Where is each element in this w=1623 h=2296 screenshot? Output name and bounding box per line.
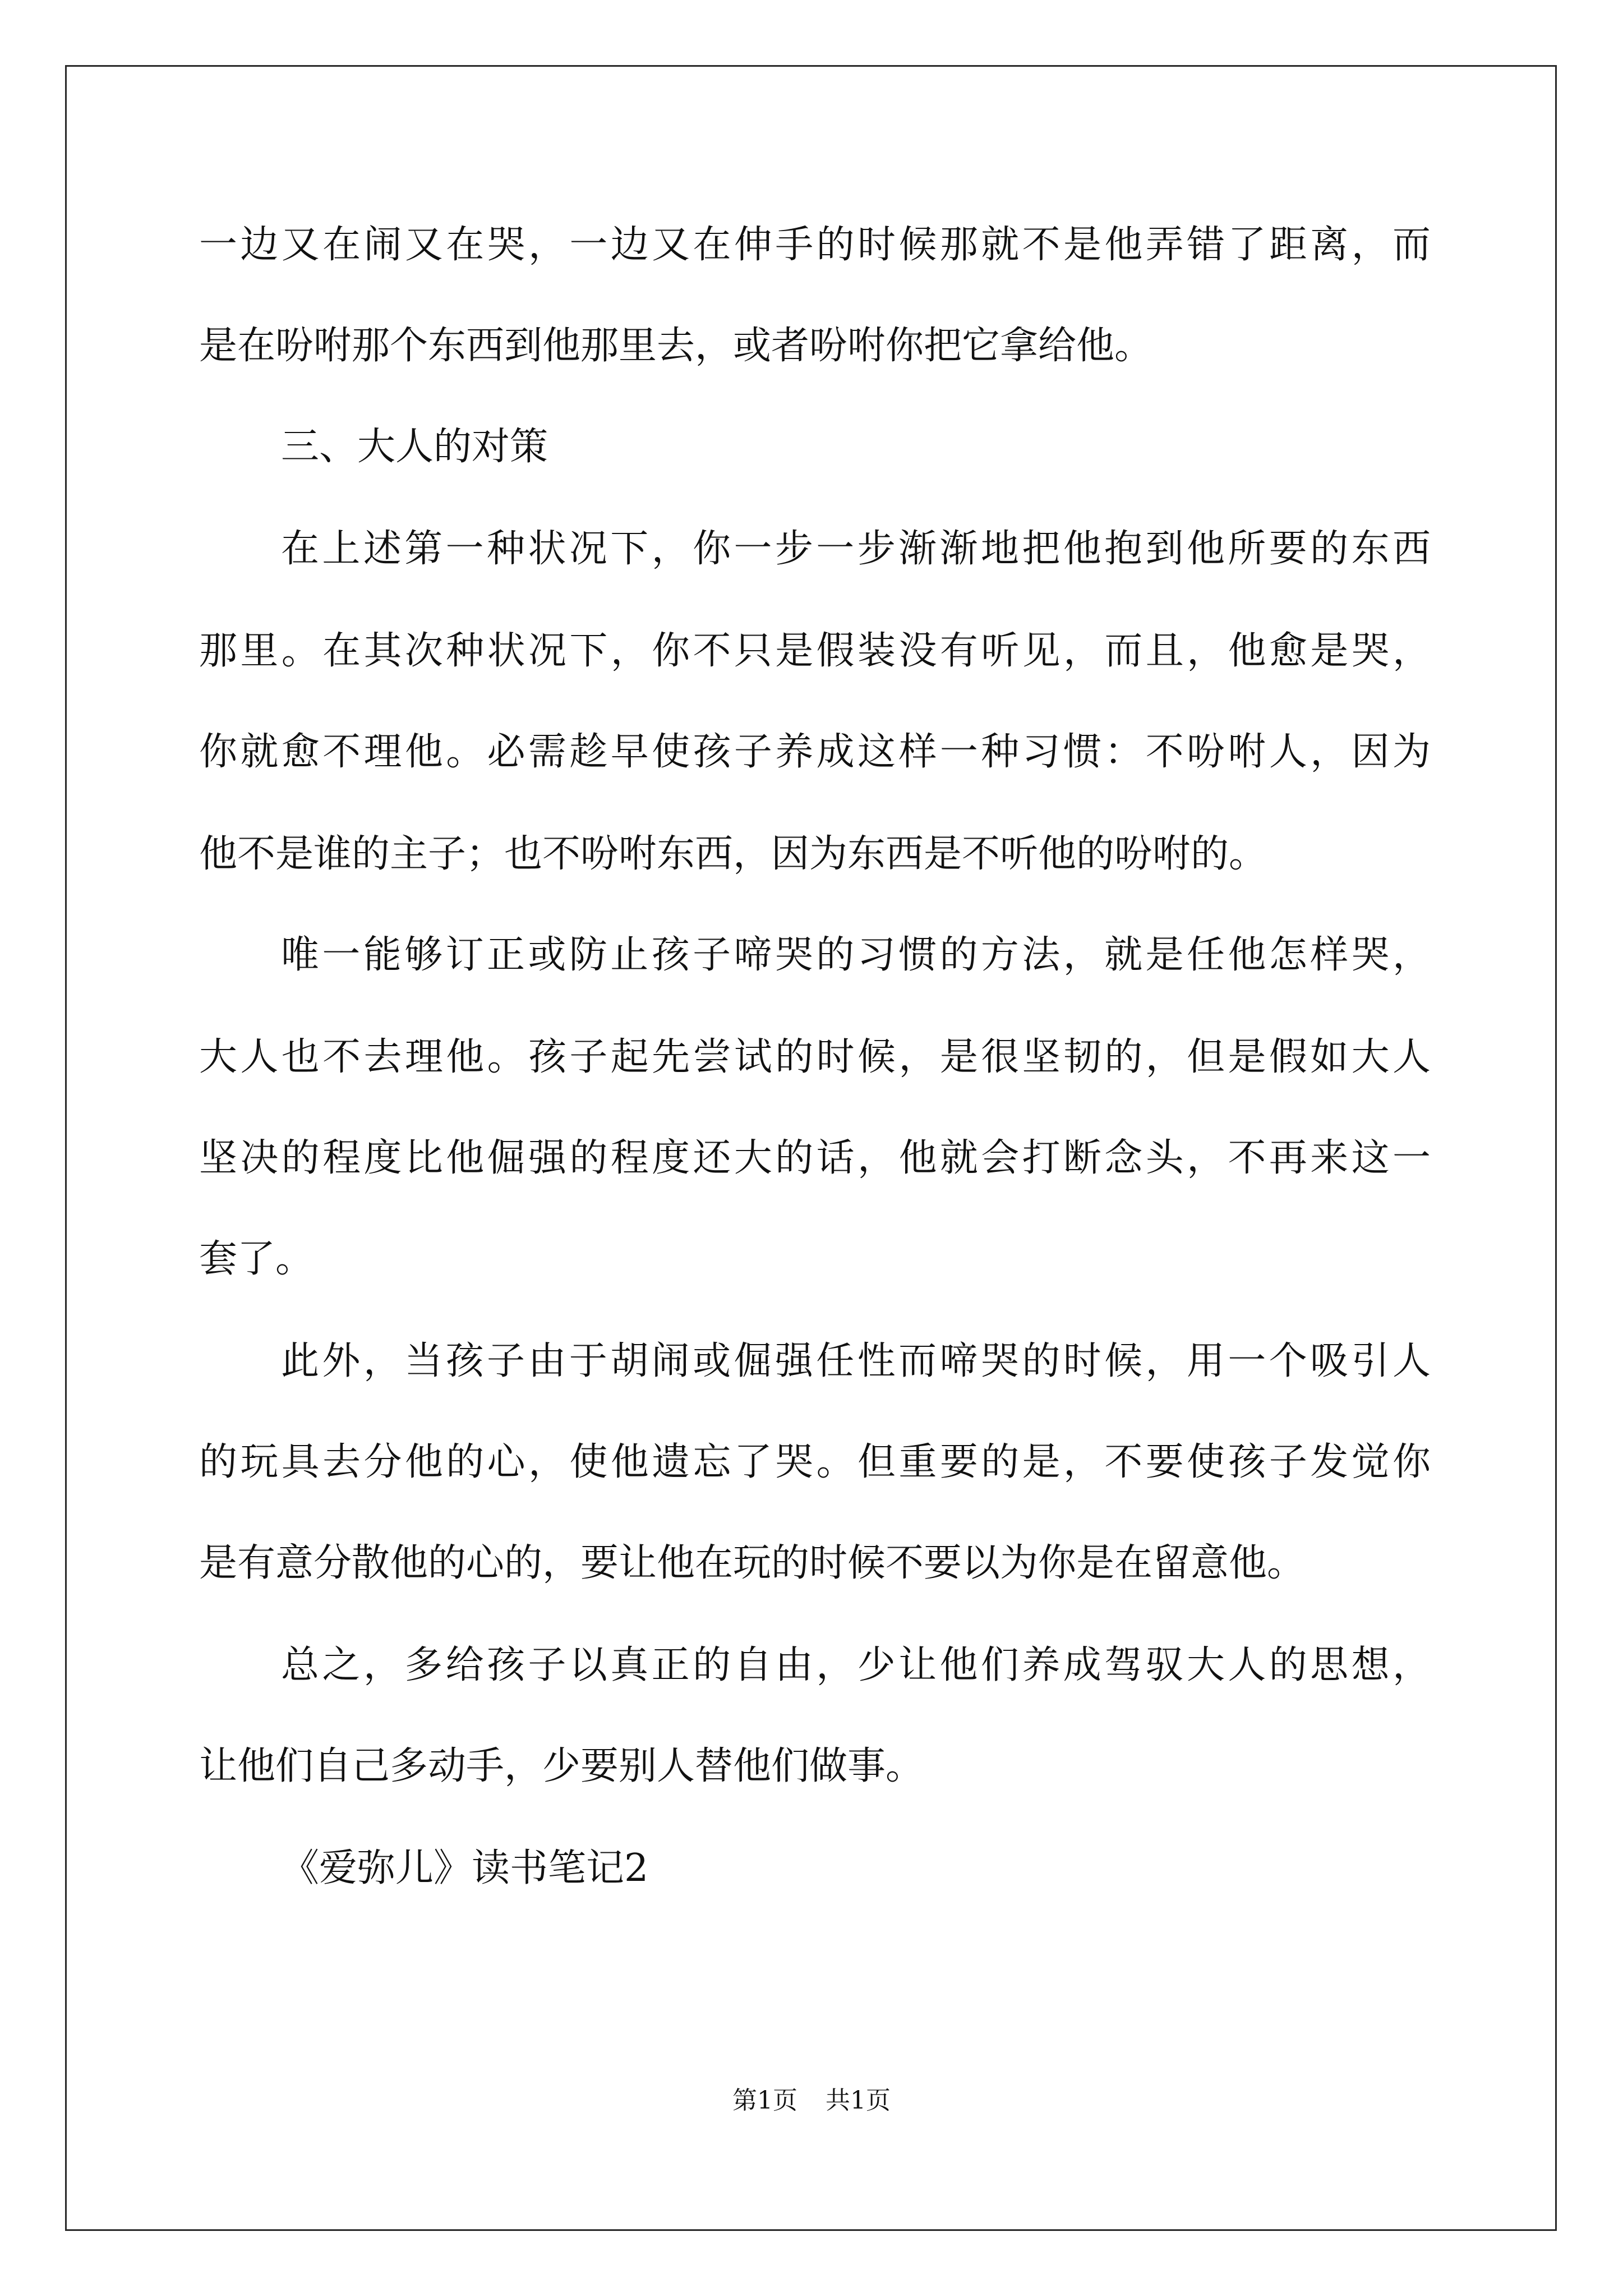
- text-line: 套了。: [199, 1237, 314, 1281]
- text-line: 你就愈不理他。必需趁早使孩子养成这样一种习惯：不吩咐人，因为: [199, 730, 1431, 774]
- text-line: 那里。在其次种状况下，你不只是假装没有听见，而且，他愈是哭，: [199, 629, 1431, 673]
- text-line: 此外，当孩子由于胡闹或倔强任性而啼哭的时候，用一个吸引人: [281, 1339, 1431, 1383]
- page-number: 第1页: [732, 2086, 797, 2115]
- text-line: 他不是谁的主子；也不吩咐东西，因为东西是不听他的吩咐的。: [199, 832, 1267, 876]
- text-line: 让他们自己多动手，少要别人替他们做事。: [199, 1744, 924, 1788]
- section-heading: 《爱弥儿》读书笔记2: [281, 1846, 649, 1890]
- text-line: 总之，多给孩子以真正的自由，少让他们养成驾驭大人的思想，: [281, 1643, 1431, 1687]
- text-line: 是在吩咐那个东西到他那里去，或者吩咐你把它拿给他。: [199, 324, 1153, 368]
- text-line: 一边又在闹又在哭，一边又在伸手的时候那就不是他弄错了距离，而: [199, 223, 1431, 267]
- text-line: 大人也不去理他。孩子起先尝试的时候，是很坚韧的，但是假如大人: [199, 1035, 1431, 1079]
- page-total: 共1页: [826, 2086, 891, 2115]
- section-heading: 三、大人的对策: [281, 425, 548, 469]
- text-line: 在上述第一种状况下，你一步一步渐渐地把他抱到他所要的东西: [281, 527, 1431, 571]
- text-line: 唯一能够订正或防止孩子啼哭的习惯的方法，就是任他怎样哭，: [281, 933, 1431, 977]
- text-line: 的玩具去分他的心，使他遗忘了哭。但重要的是，不要使孩子发觉你: [199, 1440, 1431, 1484]
- page-footer: [0, 2084, 1623, 2118]
- text-line: 是有意分散他的心的，要让他在玩的时候不要以为你是在留意他。: [199, 1541, 1306, 1585]
- text-line: 坚决的程度比他倔强的程度还大的话，他就会打断念头，不再来这一: [199, 1136, 1431, 1180]
